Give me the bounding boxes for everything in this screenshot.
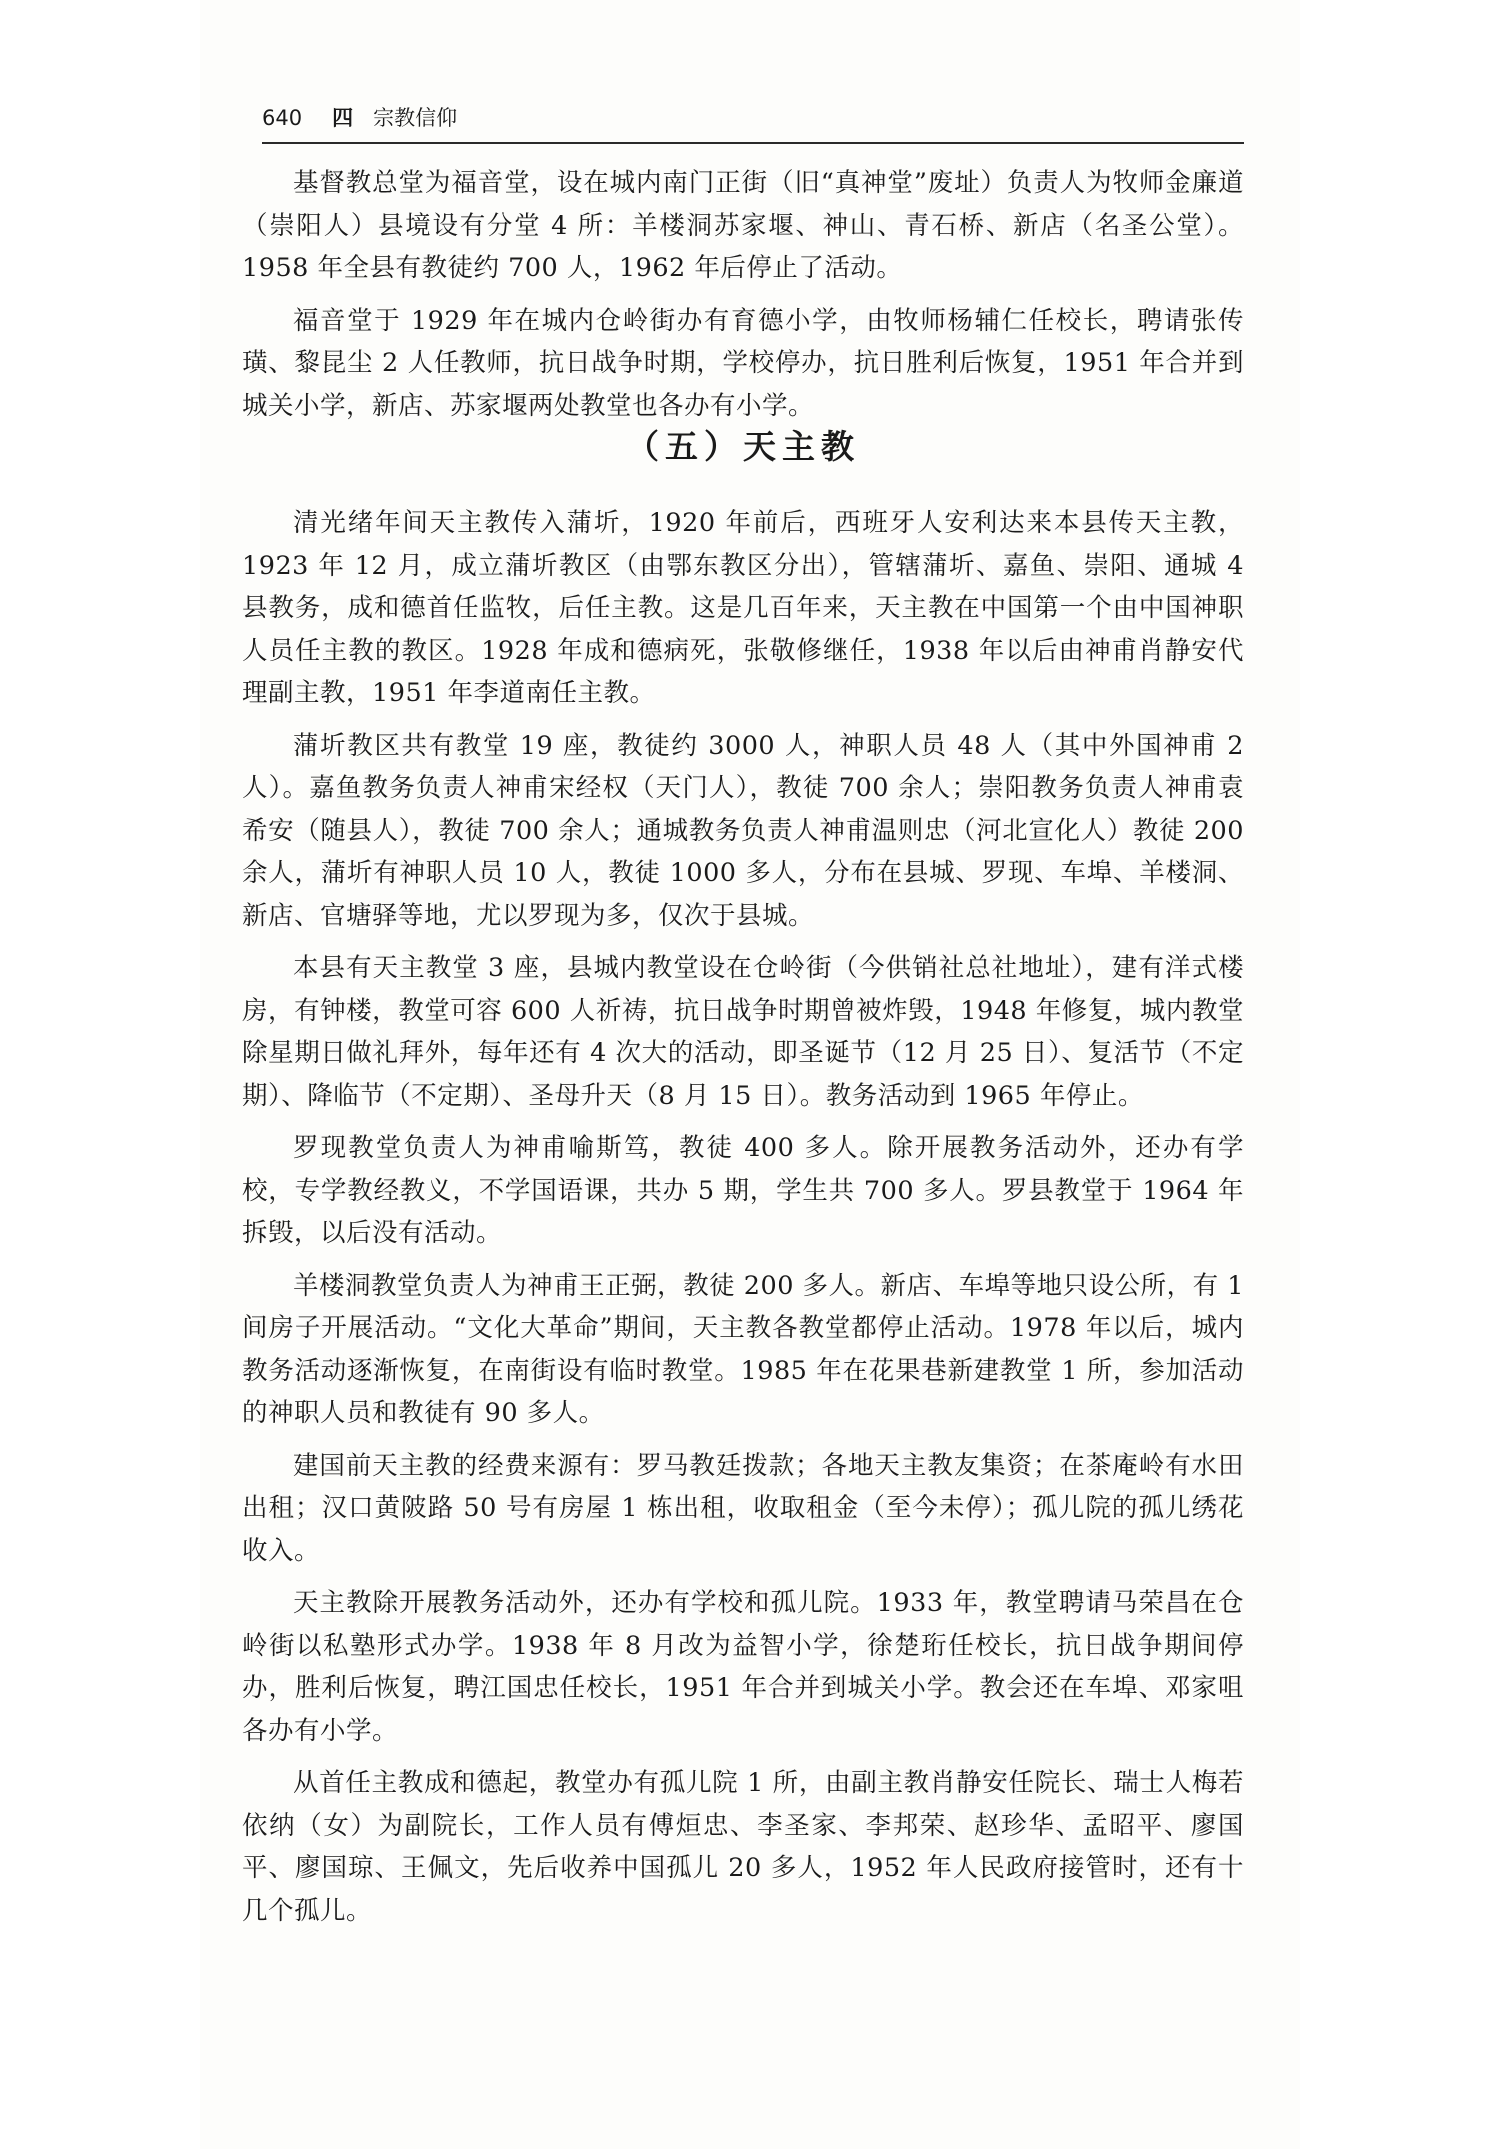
chapter-number: 四 (332, 106, 354, 130)
catholic-section (242, 502, 1244, 1932)
section-heading: （五）天主教 (626, 427, 860, 466)
body-paragraph: 清光绪年间天主教传入蒲圻，1920 年前后，西班牙人安利达来本县传天主教，1923 年 12 月，成立蒲圻教区（由鄂东教区分出），管辖蒲圻、嘉鱼、崇阳、通城 4 县教务，成和德首任监牧，后任主教。这是几百年来，天主教在中国第一个由中国神职人员任主教的教区。1928 年成和德病死，张敬修继任，1938 年以后由神甫肖静安代理副主教，1951 年李道南任主教。 (242, 508, 1244, 708)
body-paragraph: 蒲圻教区共有教堂 19 座，教徒约 3000 人，神职人员 48 人（其中外国神甫 2 人）。嘉鱼教务负责人神甫宋经权（天门人），教徒 700 余人；崇阳教务负责人神甫袁希安（随县人），教徒 700 余人；通城教务负责人神甫温则忠（河北宣化人）教徒 200 余人，蒲圻有神职人员 10 人，教徒 1000 多人，分布在县城、罗现、车埠、羊楼洞、新店、官塘驿等地，尤以罗现为多，仅次于县城。 (242, 730, 1244, 931)
body-paragraph: 罗现教堂负责人为神甫喻斯笃，教徒 400 多人。除开展教务活动外，还办有学校，专学教经教义，不学国语课，共办 5 期，学生共 700 多人。罗县教堂于 1964 年拆毁，以后没有活动。 (242, 1133, 1244, 1248)
body-paragraph: 基督教总堂为福音堂，设在城内南门正街（旧“真神堂”废址）负责人为牧师金廉道（崇阳人）县境设有分堂 4 所：羊楼洞苏家堰、神山、青石桥、新店（名圣公堂）。1958 年全县有教徒约 700 人，1962 年后停止了活动。 (242, 168, 1244, 283)
body-paragraph: 建国前天主教的经费来源有：罗马教廷拨款；各地天主教友集资；在茶庵岭有水田出租；汉口黄陂路 50 号有房屋 1 栋出租，收取租金（至今未停）；孤儿院的孤儿绣花收入。 (242, 1450, 1244, 1566)
body-paragraph: 天主教除开展教务活动外，还办有学校和孤儿院。1933 年，教堂聘请马荣昌在仓岭街以私塾形式办学。1938 年 8 月改为益智小学，徐楚珩任校长，抗日战争期间停办，胜利后恢复，聘江国忠任校长，1951 年合并到城关小学。教会还在车埠、邓家咀各办有小学。 (242, 1588, 1244, 1746)
body-paragraph: 福音堂于 1929 年在城内仓岭街办有育德小学，由牧师杨辅仁任校长，聘请张传璜、黎昆尘 2 人任教师，抗日战争时期，学校停办，抗日胜利后恢复，1951 年合并到城关小学，新店、苏家堰两处教堂也各办有小学。 (242, 305, 1244, 421)
page-number: 640 (262, 106, 303, 130)
chapter-title: 宗教信仰 (373, 106, 458, 130)
running-head (262, 104, 457, 132)
body-paragraph: 从首任主教成和德起，教堂办有孤儿院 1 所，由副主教肖静安任院长、瑞士人梅若依纳（女）为副院长，工作人员有傅烜忠、李圣家、李邦荣、赵珍华、孟昭平、廖国平、廖国琼、王佩文，先后收养中国孤儿 20 多人，1952 年人民政府接管时，还有十几个孤儿。 (242, 1768, 1244, 1926)
protestant-section (242, 162, 1244, 427)
header-rule (262, 142, 1244, 144)
book-page (200, 0, 1300, 2149)
body-paragraph: 羊楼洞教堂负责人为神甫王正弼，教徒 200 多人。新店、车埠等地只设公所，有 1 间房子开展活动。“文化大革命”期间，天主教各教堂都停止活动。1978 年以后，城内教务活动逐渐恢复，在南街设有临时教堂。1985 年在花果巷新建教堂 1 所，参加活动的神职人员和教徒有 90 多人。 (242, 1270, 1244, 1428)
body-paragraph: 本县有天主教堂 3 座，县城内教堂设在仓岭街（今供销社总社地址），建有洋式楼房，有钟楼，教堂可容 600 人祈祷，抗日战争时期曾被炸毁，1948 年修复，城内教堂除星期日做礼拜外，每年还有 4 次大的活动，即圣诞节（12 月 25 日）、复活节（不定期）、降临节（不定期）、圣母升天（8 月 15 日）。教务活动到 1965 年停止。 (242, 953, 1244, 1111)
